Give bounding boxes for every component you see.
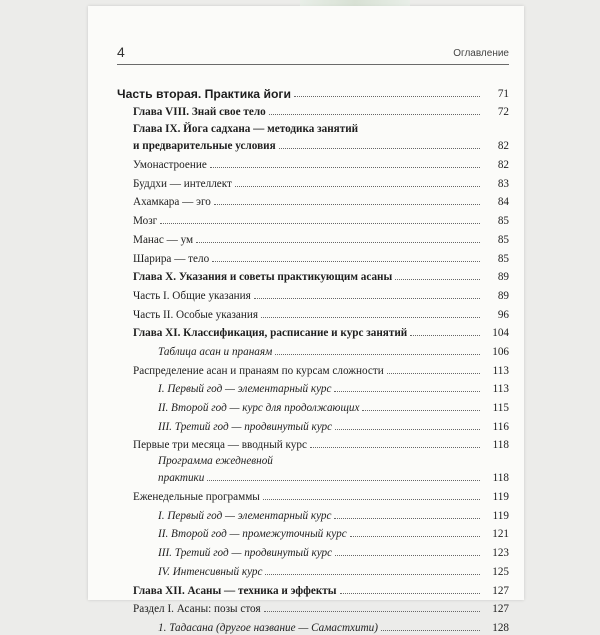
running-title: Оглавление xyxy=(453,48,509,59)
toc-entry-page: 82 xyxy=(497,159,509,172)
toc-item[interactable] xyxy=(117,284,509,303)
toc-entry-page: 125 xyxy=(492,565,509,578)
toc-entry-page: 96 xyxy=(497,308,509,321)
toc-entry-title: Манас — ум xyxy=(133,233,194,246)
toc-entry-page: 118 xyxy=(492,472,509,485)
toc-chapter-11[interactable] xyxy=(117,322,509,341)
toc-item[interactable] xyxy=(117,191,509,210)
table-of-contents xyxy=(117,82,509,635)
page-header xyxy=(117,44,509,65)
toc-entry-title: Таблица асан и пранаям xyxy=(158,345,273,358)
toc-entry-title: Раздел I. Асаны: позы стоя xyxy=(133,603,261,616)
toc-entry-title-line2: практики xyxy=(158,472,205,485)
page-number: 4 xyxy=(117,44,125,60)
toc-entry-page: 89 xyxy=(497,271,509,284)
toc-item[interactable] xyxy=(117,560,509,579)
toc-chapter-10[interactable] xyxy=(117,266,509,285)
toc-chapter-8[interactable] xyxy=(117,101,509,120)
toc-entry-page: 116 xyxy=(492,420,509,433)
toc-entry-title-line1: Глава IX. Йога садхана — методика занятий xyxy=(133,123,359,136)
toc-item[interactable] xyxy=(117,340,509,359)
toc-entry-page: 84 xyxy=(497,196,509,209)
toc-entry-title: Умонастроение xyxy=(133,159,207,172)
toc-item[interactable] xyxy=(117,485,509,504)
toc-entry-page: 115 xyxy=(492,402,509,414)
toc-entry-title: Буддхи — интеллект xyxy=(133,177,232,190)
toc-entry-title: Часть I. Общие указания xyxy=(133,289,251,302)
toc-entry-page: 127 xyxy=(492,584,509,597)
toc-item[interactable] xyxy=(117,504,509,523)
toc-item[interactable] xyxy=(117,598,509,617)
toc-entry-title: II. Второй год — курс для продолжающих xyxy=(158,402,360,414)
toc-entry-title: I. Первый год — элементарный курс xyxy=(158,383,332,396)
toc-entry-page: 104 xyxy=(492,327,509,340)
toc-entry-title-line1: Программа ежедневной xyxy=(158,455,273,468)
toc-entry-title: 1. Тадасана (другое название — Самастхити) xyxy=(158,621,378,634)
toc-item[interactable] xyxy=(117,228,509,247)
toc-entry-title: III. Третий год — продвинутый курс xyxy=(158,420,333,433)
toc-entry-title: Глава X. Указания и советы практикующим асаны xyxy=(133,271,393,284)
toc-entry-title: Первые три месяца — вводный курс xyxy=(133,439,307,452)
toc-entry-title: Глава VIII. Знай свое тело xyxy=(133,106,266,119)
toc-entry-page: 119 xyxy=(492,509,509,522)
toc-item[interactable] xyxy=(117,359,509,378)
toc-item[interactable] xyxy=(117,541,509,560)
toc-entry-page: 121 xyxy=(492,528,509,541)
toc-item[interactable] xyxy=(117,247,509,266)
toc-entry-page: 127 xyxy=(492,603,509,616)
toc-part-heading[interactable] xyxy=(117,82,509,101)
toc-item-daily-program[interactable] xyxy=(117,454,509,485)
toc-entry-page: 83 xyxy=(497,177,509,190)
toc-item[interactable] xyxy=(117,434,509,453)
green-top-strip xyxy=(300,0,410,6)
toc-entry-page: 118 xyxy=(492,439,509,452)
toc-entry-title-line2: и предварительные условия xyxy=(133,140,276,153)
toc-entry-title: II. Второй год — промежуточный курс xyxy=(158,528,347,541)
toc-item[interactable] xyxy=(117,153,509,172)
toc-item[interactable] xyxy=(117,396,509,415)
toc-entry-page: 128 xyxy=(492,621,509,634)
toc-entry-page: 106 xyxy=(492,345,509,358)
toc-entry-title: Мозг xyxy=(133,215,158,228)
toc-entry-title: Глава XII. Асаны — техника и эффекты xyxy=(133,584,337,597)
toc-entry-title: Распределение асан и пранаям по курсам сложности xyxy=(133,364,384,377)
toc-entry-title: Глава XI. Классификация, расписание и курс занятий xyxy=(133,327,408,340)
toc-entry-page: 71 xyxy=(497,87,509,100)
toc-entry-page: 72 xyxy=(497,106,509,119)
toc-entry-title: Часть II. Особые указания xyxy=(133,308,258,321)
toc-entry-title: I. Первый год — элементарный курс xyxy=(158,509,332,522)
toc-entry-title: Часть вторая. Практика йоги xyxy=(117,86,291,101)
toc-item[interactable] xyxy=(117,303,509,322)
toc-entry-title: IV. Интенсивный курс xyxy=(158,565,263,578)
toc-entry-title: III. Третий год — продвинутый курс xyxy=(158,547,333,560)
toc-entry-page: 89 xyxy=(497,289,509,302)
toc-item[interactable] xyxy=(117,415,509,434)
toc-chapter-9[interactable] xyxy=(117,122,509,153)
toc-entry-page: 85 xyxy=(497,252,509,265)
toc-chapter-12[interactable] xyxy=(117,579,509,598)
toc-item[interactable] xyxy=(117,172,509,191)
toc-item[interactable] xyxy=(117,378,509,397)
toc-entry-page: 123 xyxy=(492,547,509,560)
toc-entry-title: Шарира — тело xyxy=(133,252,210,265)
toc-entry-page: 113 xyxy=(492,364,509,377)
toc-item[interactable] xyxy=(117,616,509,635)
toc-entry-page: 119 xyxy=(492,491,509,504)
toc-entry-page: 85 xyxy=(497,215,509,228)
toc-item[interactable] xyxy=(117,523,509,542)
toc-entry-title: Еженедельные программы xyxy=(133,491,260,504)
toc-entry-page: 85 xyxy=(497,233,509,246)
toc-entry-page: 82 xyxy=(497,140,509,153)
toc-item[interactable] xyxy=(117,209,509,228)
toc-entry-title: Ахамкара — эго xyxy=(133,196,211,209)
toc-entry-page: 113 xyxy=(492,383,509,396)
